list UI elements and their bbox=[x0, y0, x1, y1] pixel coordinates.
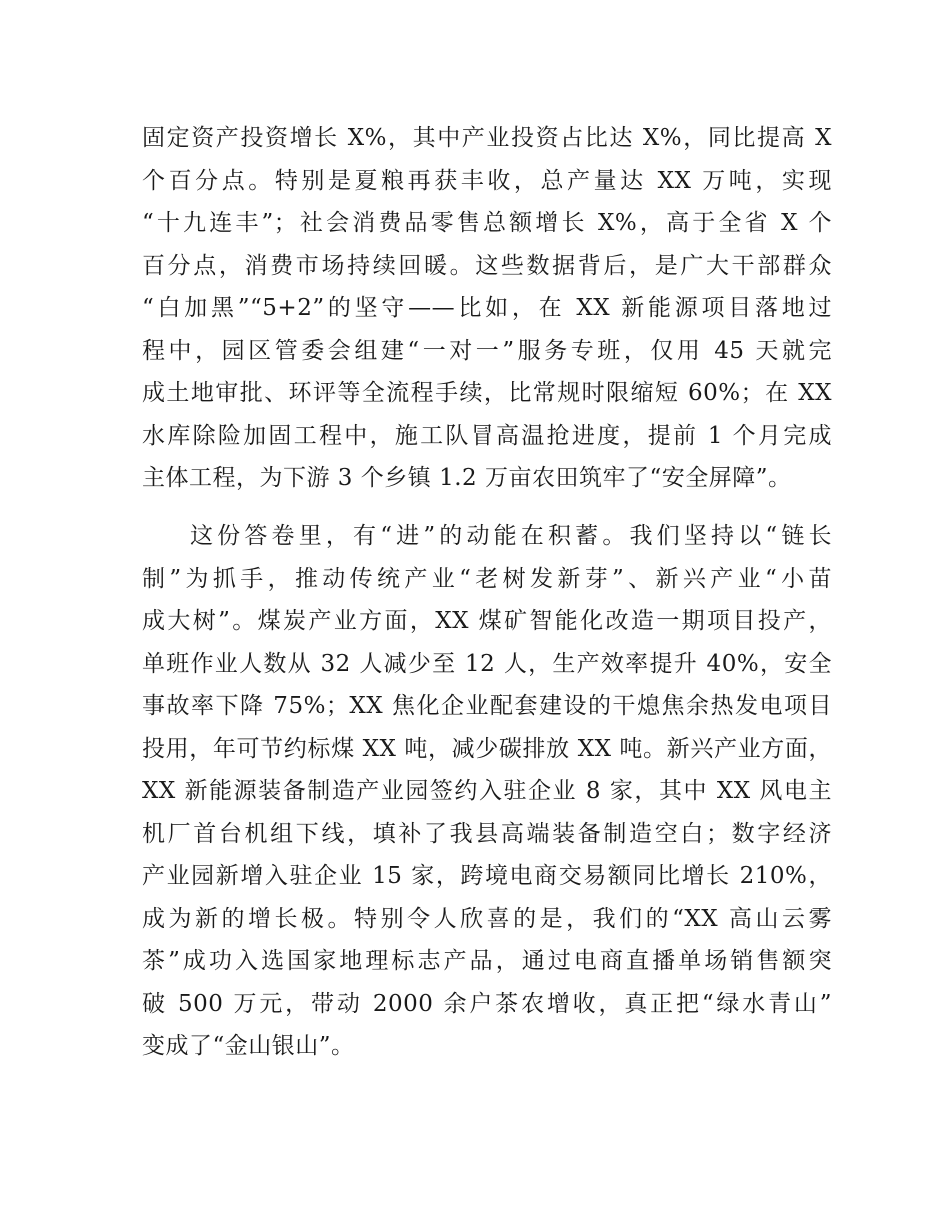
text-line: 变成了“金山银山”。 bbox=[142, 1033, 355, 1059]
text-line: “白加黑”“5+2”的坚守——比如，在 XX 新能源项目落地过 bbox=[142, 295, 832, 321]
text-line: 成土地审批、环评等全流程手续，比常规时限缩短 60%；在 XX bbox=[142, 380, 832, 406]
text-line: 制”为抓手，推动传统产业“老树发新芽”、新兴产业“小苗 bbox=[142, 565, 832, 592]
text-line: 产业园新增入驻企业 15 家，跨境电商交易额同比增长 210%， bbox=[142, 863, 832, 889]
paragraph-investment-and-consumption bbox=[142, 117, 832, 500]
text-line: 单班作业人数从 32 人减少至 12 人，生产效率提升 40%，安全 bbox=[142, 650, 832, 677]
text-line: 茶”成功入选国家地理标志产品，通过电商直播单场销售额突 bbox=[142, 948, 832, 974]
text-line: 固定资产投资增长 X%，其中产业投资占比达 X%，同比提高 X bbox=[142, 125, 832, 151]
text-line: 机厂首台机组下线，填补了我县高端装备制造空白；数字经济 bbox=[142, 820, 832, 847]
text-line: 投用，年可节约标煤 XX 吨，减少碳排放 XX 吨。新兴产业方面， bbox=[142, 735, 832, 762]
text-line: 百分点，消费市场持续回暖。这些数据背后，是广大干部群众 bbox=[142, 252, 832, 279]
text-line: “十九连丰”；社会消费品零售总额增长 X%，高于全省 X 个 bbox=[142, 210, 832, 236]
text-line: 成大树”。煤炭产业方面，XX 煤矿智能化改造一期项目投产， bbox=[142, 608, 832, 634]
text-line: 程中，园区管委会组建“一对一”服务专班，仅用 45 天就完 bbox=[142, 337, 832, 364]
text-line: 事故率下降 75%；XX 焦化企业配套建设的干熄焦余热发电项目 bbox=[142, 693, 832, 719]
text-line: 成为新的增长极。特别令人欣喜的是，我们的“XX 高山云雾 bbox=[142, 905, 832, 932]
text-line: 破 500 万元，带动 2000 余户茶农增收，真正把“绿水青山” bbox=[142, 990, 832, 1017]
text-line: 这份答卷里，有“进”的动能在积蓄。我们坚持以“链长 bbox=[190, 523, 832, 549]
text-line: 水库除险加固工程中，施工队冒高温抢进度，提前 1 个月完成 bbox=[142, 422, 832, 449]
text-line: XX 新能源装备制造产业园签约入驻企业 8 家，其中 XX 风电主 bbox=[142, 778, 832, 804]
text-line: 主体工程，为下游 3 个乡镇 1.2 万亩农田筑牢了“安全屏障”。 bbox=[142, 465, 792, 491]
paragraph-industry-momentum bbox=[142, 515, 832, 1068]
text-line: 个百分点。特别是夏粮再获丰收，总产量达 XX 万吨，实现 bbox=[142, 167, 832, 194]
